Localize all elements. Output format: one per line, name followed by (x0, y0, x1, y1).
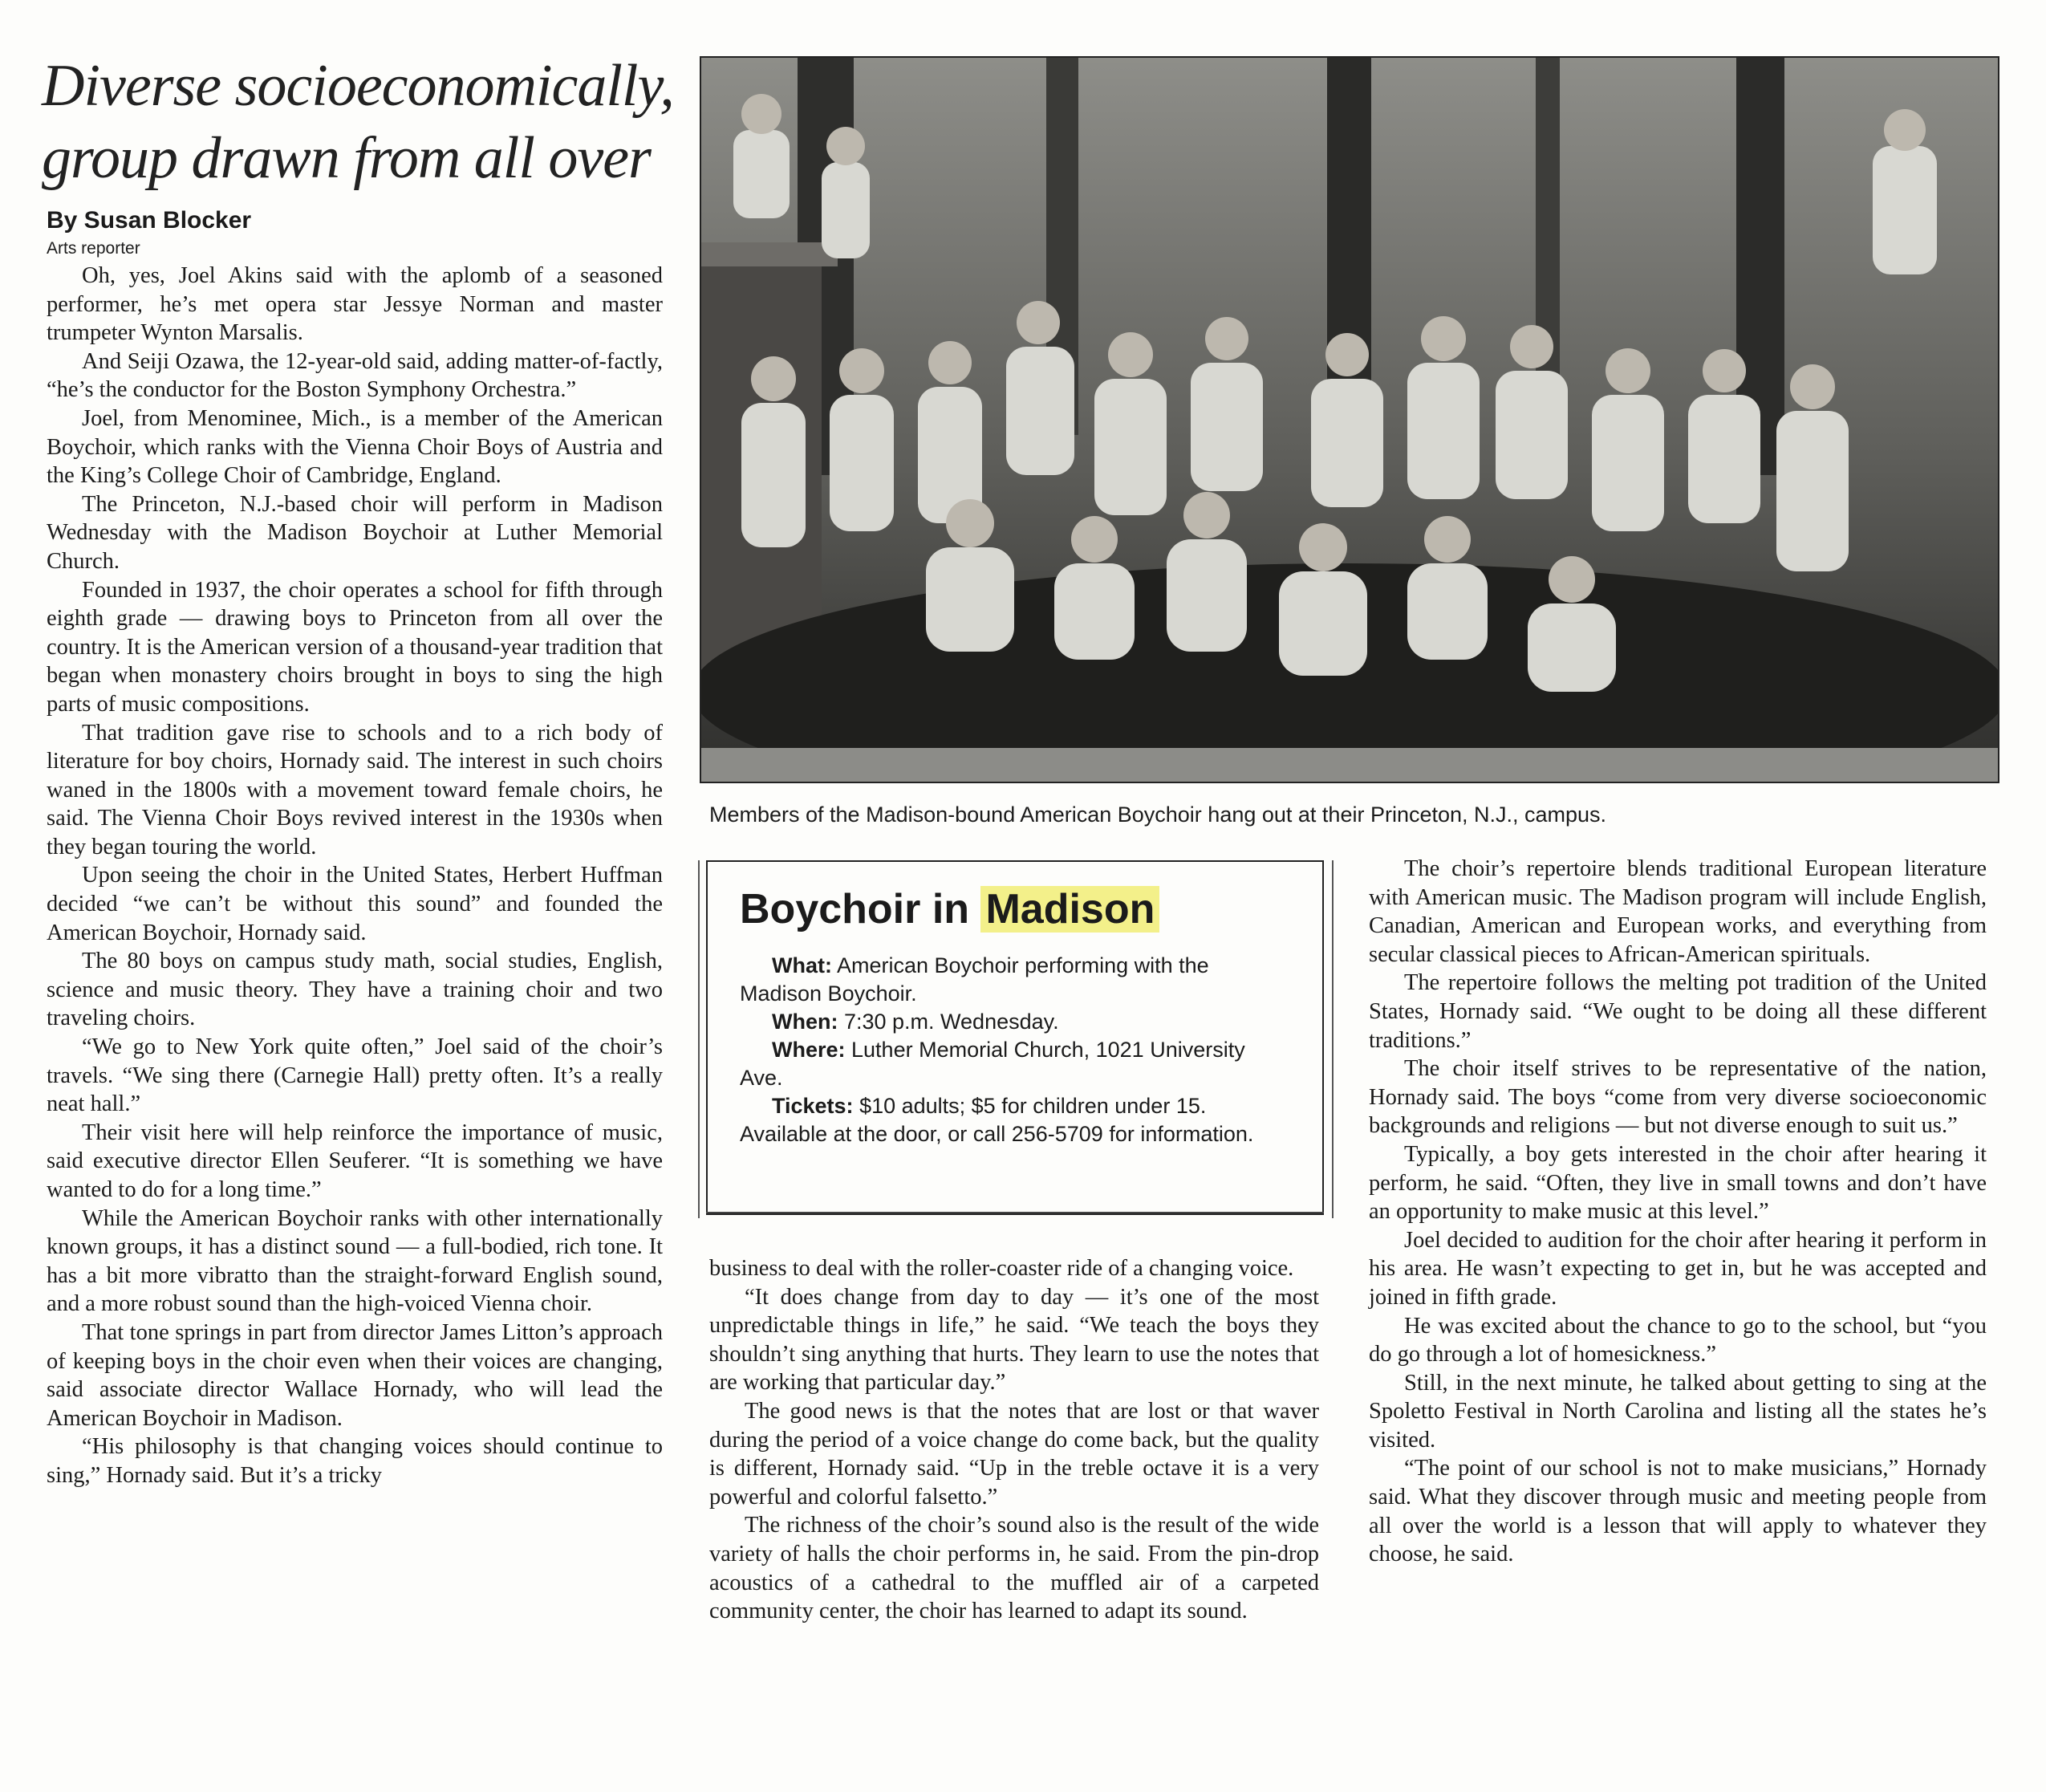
paragraph: Upon seeing the choir in the United States, Herbert Huffman decided “we can’t be without this sound” and founded the American Boychoir, Hornady said. (47, 863, 663, 945)
paragraph: Founded in 1937, the choir operates a school for fifth through eighth grade — drawing boys to Princeton from all over the country. It is the American version of a thousand-year tradition that began when monastery choirs brought in boys to sing the high parts of music compositions. (47, 577, 663, 717)
info-when-label: When: (772, 1010, 838, 1034)
article-column-1 (47, 262, 663, 1490)
paragraph: And Seiji Ozawa, the 12-year-old said, adding matter-of-factly, “he’s the conductor for the Boston Symphony Orchestra.” (47, 348, 663, 403)
paragraph: The richness of the choir’s sound also is the result of the wide variety of halls the choir performs in, he said. From the pin-drop acoustics of a cathedral to the muffled air of a carpeted community center, the choir has learned to adapt its sound. (709, 1513, 1319, 1624)
info-box-bottom-rule (706, 1212, 1324, 1213)
paragraph: “It does change from day to day — it’s one of the most unpredictable things in life,” he said. “We teach the boys they shouldn’t sing anything that hurts. They learn to use the notes that are working that particular day.” (709, 1284, 1319, 1396)
paragraph: Oh, yes, Joel Akins said with the aplomb of a seasoned performer, he’s met opera star Jessye Norman and master trumpeter Wynton Marsalis. (47, 263, 663, 346)
photo-caption: Members of the Madison-bound American Boychoir hang out at their Princeton, N.J., campus. (709, 803, 1607, 827)
paragraph: “The point of our school is not to make musicians,” Hornady said. What they discover through music and meeting people from all over the world is a lesson that will apply to whatever they choose, he said. (1369, 1456, 1987, 1567)
paragraph: Typically, a boy gets interested in the choir after hearing it perform, he said. “Often, they live in small towns and don’t have an opportunity to make music at this level.” (1369, 1141, 1987, 1225)
paragraph: Their visit here will help reinforce the importance of music, said executive director Ellen Seuferer. “It is something we have wanted to do for a long time.” (47, 1119, 663, 1202)
paragraph: The Princeton, N.J.-based choir will perform in Madison Wednesday with the Madison Boychoir at Luther Memorial Church. (47, 491, 663, 574)
paragraph: “We go to New York quite often,” Joel said of the choir’s travels. “We sing there (Carnegie Hall) pretty often. It’s a really neat hall.” (47, 1034, 663, 1117)
paragraph: While the American Boychoir ranks with other internationally known groups, it has a distinct sound — a full-bodied, rich tone. It has a bit more vibratto than the straight-forward English sound, and a more robust sound than the high-voiced Vienna choir. (47, 1205, 663, 1317)
info-tickets (740, 1092, 1290, 1148)
paragraph: “His philosophy is that changing voices should continue to sing,” Hornady said. But it’s a tricky (47, 1434, 663, 1488)
info-when (740, 1008, 1290, 1036)
info-where-label: Where: (772, 1038, 846, 1062)
choir-photo (700, 56, 1999, 783)
info-what-text: American Boychoir performing with the Madison Boychoir. (740, 953, 1209, 1006)
paragraph: That tradition gave rise to schools and to a rich body of literature for boy choirs, Hornady said. The interest in such choirs waned in the 1800s with a movement toward female choirs, he said. The Vienna Choir Boys revived interest in the 1930s when they began touring the world. (47, 720, 663, 859)
paragraph: Still, in the next minute, he talked about getting to sing at the Spoletto Festival in North Carolina and listing all the states he’s visited. (1369, 1370, 1987, 1453)
paragraph: Joel decided to audition for the choir after hearing it perform in his area. He wasn’t expecting to get in, but he was accepted and joined in fifth grade. (1369, 1227, 1987, 1310)
paragraph: The good news is that the notes that are lost or that waver during the period of a voice change do come back, but the quality is different, Hornady said. “Up in the treble octave it is a very powerful and colorful falsetto.” (709, 1398, 1319, 1510)
info-where-text: Luther Memorial Church, 1021 University Ave. (740, 1038, 1245, 1090)
paragraph: The repertoire follows the melting pot tradition of the United States, Hornady said. “We ought to be doing all these different traditions.” (1369, 970, 1987, 1053)
info-box-title (740, 884, 1290, 934)
info-tickets-label: Tickets: (772, 1094, 854, 1118)
event-info-box (706, 860, 1324, 1215)
column-divider (698, 860, 700, 1218)
paragraph: The choir’s repertoire blends traditional European literature with American music. The Madison program will include English, Canadian, American and European works, and everything from secular classical pieces to African-American spirituals. (1369, 856, 1987, 967)
headline-line-2: group drawn from all over (42, 125, 651, 191)
info-when-text: 7:30 p.m. Wednesday. (838, 1010, 1059, 1034)
info-what-label: What: (772, 953, 832, 977)
info-tickets-text: $10 adults; $5 for children under 15. Available at the door, or call 256-5709 for information. (740, 1094, 1254, 1146)
paragraph: Joel, from Menominee, Mich., is a member of the American Boychoir, which ranks with the Vienna Choir Boys of Austria and the King’s College Choir of Cambridge, England. (47, 405, 663, 489)
choir-photo-illustration (701, 58, 1998, 782)
paragraph: business to deal with the roller-coaster ride of a changing voice. (709, 1256, 1294, 1281)
headline (42, 50, 676, 194)
column-divider (1332, 860, 1334, 1218)
byline-role: Arts reporter (47, 239, 140, 258)
paragraph: He was excited about the chance to go to the school, but “you do go through a lot of homesickness.” (1369, 1313, 1987, 1367)
byline-author: By Susan Blocker (47, 207, 252, 234)
article-column-2 (709, 1254, 1319, 1626)
info-where (740, 1036, 1290, 1092)
article-column-3 (1369, 855, 1987, 1569)
headline-line-1: Diverse socioeconomically, (42, 53, 674, 119)
info-box-title-prefix: Boychoir in (740, 886, 981, 933)
paragraph: The 80 boys on campus study math, social studies, English, science and music theory. They have a training choir and two traveling choirs. (47, 949, 663, 1031)
paragraph: The choir itself strives to be representative of the nation, Hornady said. The boys “come from very diverse socioeconomic backgrounds and religions — but not diverse enough to suit us.” (1369, 1056, 1987, 1139)
paragraph: That tone springs in part from director James Litton’s approach of keeping boys in the choir even when their voices are changing, said associate director Wallace Hornady, who will lead the American Boychoir in Madison. (47, 1319, 663, 1431)
info-box-title-highlight: Madison (980, 886, 1159, 933)
info-what (740, 952, 1290, 1008)
